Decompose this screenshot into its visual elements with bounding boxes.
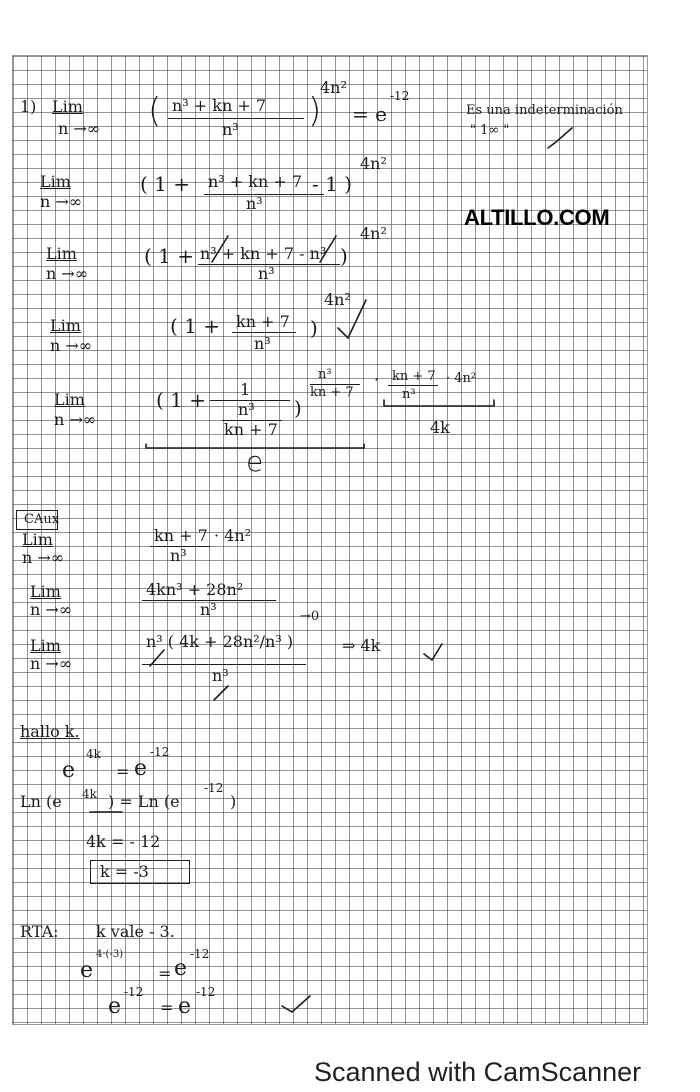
caux-lim2-sub: n →∞ [30, 600, 73, 619]
step4-tail: ) [310, 316, 318, 340]
check1-eq: = [158, 964, 172, 983]
step5-e-label: e [246, 445, 264, 478]
step4-lim: Lim [50, 316, 81, 335]
findk-eq2-end: ) [230, 792, 237, 811]
caux-line3-numerator: n³ ( 4k + 28n²/n³ ) [146, 632, 294, 651]
step5-ext-denominator: n³ [402, 387, 416, 402]
step4-lim-sub: n →∞ [50, 336, 93, 355]
check1-right: e [174, 956, 188, 981]
step1-result: = e [352, 102, 387, 126]
check2-left: e [108, 994, 122, 1019]
findk-eq1-left: e [62, 758, 76, 783]
step3-lim-sub: n →∞ [46, 264, 89, 283]
step5-tail: ) [294, 396, 302, 420]
answer-label: RTA: [20, 922, 59, 941]
findk-eq2-left: Ln (e [20, 792, 62, 811]
step2-tail: - 1 ) [312, 172, 352, 196]
step1-exponent: 4n² [320, 78, 347, 97]
caux-line2-numerator: 4kn³ + 28n² [146, 580, 244, 599]
caux-lim3-sub: n →∞ [30, 654, 73, 673]
findk-eq1-right: e [134, 756, 148, 781]
step1-number: 1) [20, 97, 37, 116]
cancel-stroke-2 [320, 236, 336, 262]
step3-tail: ) [340, 244, 348, 268]
step4-lead: ( 1 + [170, 314, 220, 338]
step3-denominator: n³ [258, 264, 275, 283]
step1-open-paren: ( [148, 91, 162, 131]
check1-left: e [80, 958, 94, 983]
step1-note-line2: " 1∞ " [470, 123, 510, 138]
caux-lim3: Lim [30, 636, 61, 655]
step2-lim-sub: n →∞ [40, 192, 83, 211]
caux-lim2: Lim [30, 582, 61, 601]
check-mark-4 [282, 996, 310, 1012]
step3-lim: Lim [46, 244, 77, 263]
step5-dot: · [374, 370, 380, 389]
caux-line1-denominator: n³ [170, 546, 187, 565]
findk-eq1-left-exp: 4k [86, 747, 101, 761]
step5-lead: ( 1 + [156, 388, 206, 412]
check2-eq: = [160, 998, 174, 1017]
cancel-stroke-1 [212, 236, 228, 262]
caux-lim: Lim [22, 530, 53, 549]
step4-numerator: kn + 7 [236, 312, 290, 331]
step5-ext-numerator: kn + 7 [392, 369, 436, 384]
step2-lim: Lim [40, 172, 71, 191]
check-mark-1 [548, 128, 572, 148]
findk-eq2-mid: ) = Ln (e [108, 792, 180, 811]
step2-exponent: 4n² [360, 154, 387, 173]
step2-denominator: n³ [246, 194, 263, 213]
step1-lim: Lim [52, 97, 83, 116]
check-mark-3 [424, 644, 442, 660]
step1-numerator: n³ + kn + 7 [172, 96, 267, 115]
findk-eq2-left-exp: 4k [82, 787, 97, 801]
check2-left-exp: -12 [124, 985, 144, 999]
underbrace-4k [384, 400, 494, 406]
step4-exponent: 4n² [324, 290, 351, 309]
findk-eq3: 4k = - 12 [86, 832, 161, 851]
findk-title: hallo k. [20, 722, 80, 741]
caux-title: CAux [24, 512, 60, 527]
caux-line3-denominator: n³ [212, 666, 229, 685]
cancel-stroke-4 [214, 686, 228, 700]
check1-left-exp: 4·(-3) [96, 949, 124, 960]
step5-exp-numerator: n³ [318, 367, 332, 382]
caux-line3-result: ⇒ 4k [342, 636, 381, 655]
step5-inner-denominator: kn + 7 [224, 420, 278, 439]
answer-text: k vale - 3. [96, 922, 175, 941]
step1-denominator: n³ [222, 120, 239, 139]
watermark: ALTILLO.COM [464, 205, 610, 230]
step5-ext-factor: · 4n² [446, 371, 477, 386]
caux-line1-factor: · 4n² [214, 526, 252, 545]
step5-brace-label: 4k [430, 418, 450, 437]
step3-numerator: n³ + kn + 7 - n³ [200, 244, 327, 263]
findk-eq1-eq: = [116, 762, 130, 781]
findk-eq1-right-exp: -12 [150, 745, 170, 759]
caux-lim-sub: n →∞ [22, 548, 65, 567]
check1-right-exp: -12 [190, 947, 210, 961]
findk-eq2-right-exp: -12 [204, 781, 224, 795]
scanner-footer: Scanned with CamScanner [314, 1057, 642, 1087]
check2-right: e [178, 994, 192, 1019]
findk-eq4: k = -3 [100, 862, 149, 881]
step3-lead: ( 1 + [144, 244, 194, 268]
step5-inner-numerator: 1 [240, 380, 251, 399]
caux-line1-numerator: kn + 7 [154, 526, 208, 545]
underbrace-e [146, 444, 364, 448]
check-mark-2 [338, 300, 366, 338]
check2-right-exp: -12 [196, 985, 216, 999]
step5-exp-denominator: kn + 7 [310, 385, 354, 400]
step1-note-line1: Es una indeterminación [466, 103, 623, 118]
step2-lead: ( 1 + [140, 172, 190, 196]
step5-inner-mid: n³ [238, 400, 255, 419]
step1-result-exp: -12 [390, 89, 410, 103]
step5-lim: Lim [54, 390, 85, 409]
caux-arrow-zero: →0 [300, 609, 320, 624]
step4-denominator: n³ [254, 334, 271, 353]
cancel-stroke-3 [150, 650, 164, 666]
step1-lim-sub: n →∞ [58, 119, 101, 138]
step5-lim-sub: n →∞ [54, 410, 97, 429]
step2-numerator: n³ + kn + 7 [208, 172, 303, 191]
step1-close-paren: ) [308, 91, 322, 131]
step3-exponent: 4n² [360, 224, 387, 243]
caux-line2-denominator: n³ [200, 600, 217, 619]
